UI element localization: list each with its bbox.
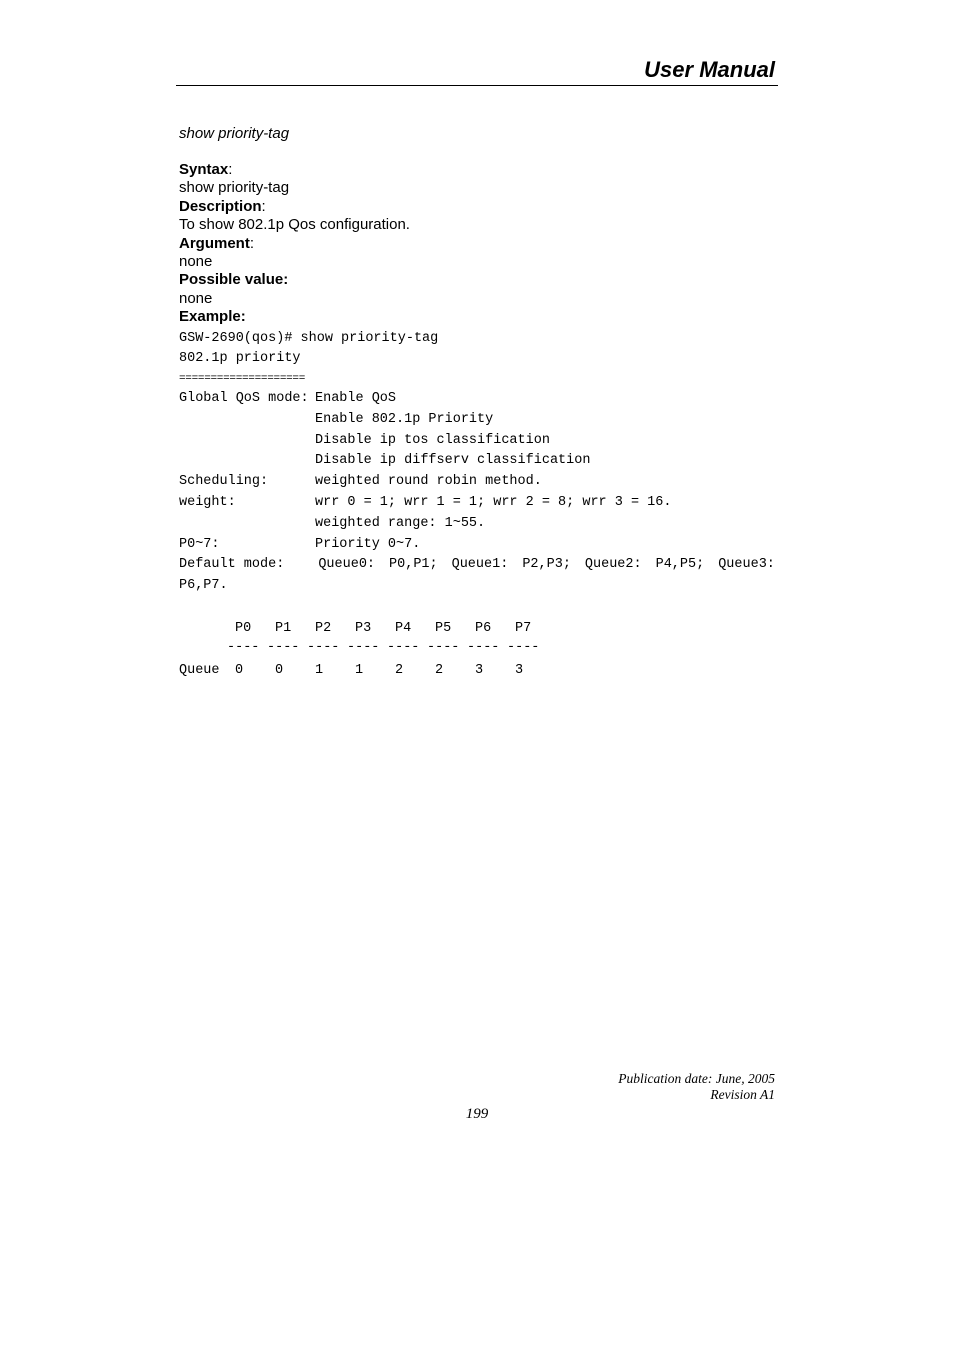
- table-dash-cell: ----: [387, 640, 420, 655]
- output-row: [179, 514, 779, 535]
- default-mode-continuation: P6,P7.: [179, 578, 228, 594]
- table-value-cell: 3: [515, 663, 524, 678]
- table-value-cell: 2: [435, 663, 444, 678]
- output-row: [179, 472, 779, 493]
- header-rule: [176, 85, 778, 86]
- table-dash-cell: ----: [427, 640, 460, 655]
- table-header-cell: P6: [475, 621, 492, 636]
- table-header-cell: P4: [395, 621, 412, 636]
- output-row-value: wrr 0 = 1; wrr 1 = 1; wrr 2 = 8; wrr 3 = 16.: [315, 494, 672, 510]
- example-output: [179, 329, 779, 597]
- default-mode-part: Queue1:: [451, 557, 509, 573]
- output-row-label: Global QoS mode:: [179, 391, 309, 406]
- default-mode-part: P0,P1;: [389, 557, 438, 573]
- default-mode-label: Default mode:: [179, 557, 285, 573]
- output-row: [179, 493, 779, 514]
- command-reference: [179, 161, 779, 327]
- table-header-cell: P1: [275, 621, 292, 636]
- output-row-value: Disable ip tos classification: [315, 432, 550, 448]
- table-header-cell: P7: [515, 621, 532, 636]
- table-header-cell: P2: [315, 621, 332, 636]
- output-row: [179, 451, 779, 472]
- page-number: 199: [465, 1106, 489, 1122]
- table-value-cell: 1: [315, 663, 324, 678]
- output-row-value: weighted round robin method.: [315, 474, 542, 490]
- table-dash-cell: ----: [507, 640, 540, 655]
- output-row-value: Enable QoS: [315, 391, 397, 406]
- output-row-label: P0~7:: [179, 536, 220, 552]
- default-mode-part: Queue0:: [318, 557, 376, 573]
- table-value-cell: 2: [395, 663, 404, 678]
- default-mode-part: Queue3:: [718, 557, 775, 573]
- example-label: Example:: [179, 308, 246, 326]
- output-row: [179, 410, 779, 431]
- example-title: 802.1p priority: [179, 351, 301, 366]
- command-heading: show priority-tag: [179, 125, 290, 142]
- possible-value-label: Possible value:: [179, 271, 289, 289]
- queue-row-label: Queue: [179, 663, 220, 678]
- table-value-cell: 0: [275, 663, 284, 678]
- description-label: Description: [179, 197, 262, 215]
- argument-value: none: [179, 253, 213, 271]
- revision: Revision A1: [710, 1087, 775, 1102]
- table-value-cell: 0: [235, 663, 244, 678]
- default-mode-line: [179, 555, 775, 576]
- table-dash-cell: ----: [467, 640, 500, 655]
- syntax-label: Syntax: [179, 161, 229, 178]
- table-value-cell: 3: [475, 663, 484, 678]
- default-mode-part: P4,P5;: [655, 557, 705, 573]
- description-line: [179, 198, 779, 216]
- header-title: User Manual: [644, 57, 775, 82]
- example-separator: ====================: [179, 373, 306, 385]
- table-value-cell: 1: [355, 663, 364, 678]
- publication-date: Publication date: June, 2005: [618, 1071, 775, 1086]
- output-row-value: weighted range: 1~55.: [315, 515, 486, 531]
- output-row-value: Disable ip diffserv classification: [315, 453, 591, 469]
- output-row: [179, 431, 779, 452]
- syntax-value: show priority-tag: [179, 179, 290, 197]
- description-colon: :: [261, 197, 266, 215]
- table-dash-cell: ----: [227, 640, 260, 655]
- example-prompt: GSW-2690(qos)# show priority-tag: [179, 331, 439, 346]
- syntax-line: [179, 161, 779, 179]
- output-row-label: Scheduling:: [179, 474, 269, 490]
- output-row: [179, 389, 779, 410]
- table-dash-cell: ----: [347, 640, 380, 655]
- table-header-cell: P5: [435, 621, 452, 636]
- table-dash-cell: ----: [307, 640, 340, 655]
- table-header-cell: P0: [235, 621, 252, 636]
- possible-value: none: [179, 289, 213, 307]
- output-row-label: weight:: [179, 494, 236, 510]
- argument-line: [179, 235, 779, 253]
- default-mode-part: Queue2:: [584, 557, 642, 573]
- output-row-value: Enable 802.1p Priority: [315, 411, 494, 427]
- description-value: To show 802.1p Qos configuration.: [179, 216, 410, 234]
- table-header-cell: P3: [355, 621, 372, 636]
- argument-label: Argument: [179, 234, 250, 252]
- syntax-colon: :: [228, 161, 233, 178]
- default-mode-part: P2,P3;: [522, 557, 571, 573]
- output-row-value: Priority 0~7.: [315, 536, 421, 552]
- table-dash-cell: ----: [267, 640, 300, 655]
- argument-colon: :: [249, 234, 255, 252]
- output-row: [179, 535, 779, 556]
